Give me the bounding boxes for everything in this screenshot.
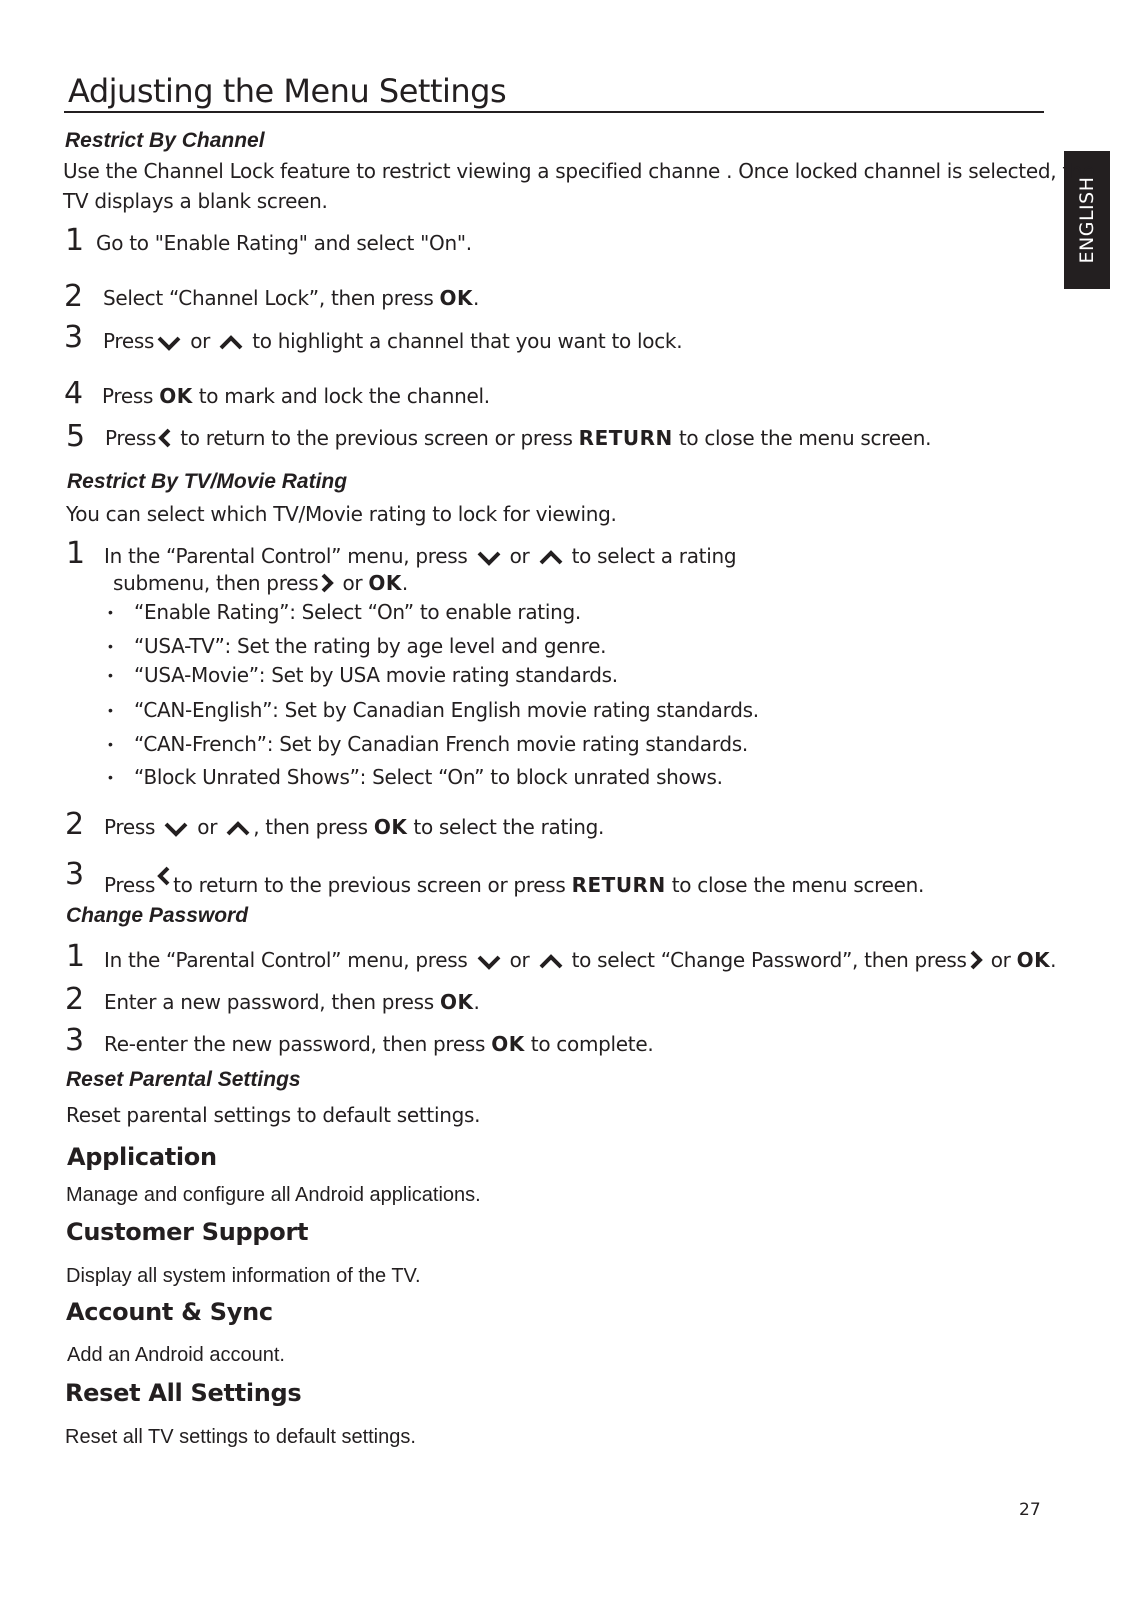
page-number: 27 (1019, 1500, 1041, 1520)
return-key-label: RETURN (578, 426, 673, 450)
password-step-2: Enter a new password, then press OK. (104, 990, 480, 1014)
account-sync-heading: Account & Sync (66, 1298, 273, 1326)
channel-step-2: Select “Channel Lock”, then press OK. (103, 286, 480, 310)
ok-key-label: OK (491, 1032, 525, 1056)
channel-step-3: Press or to highlight a channel that you want to lock. (103, 329, 683, 353)
step-number: 4 (64, 376, 84, 411)
rating-bullet-can-french: “CAN-French”: Set by Canadian French movie rating standards. (134, 732, 748, 756)
bullet-icon: • (108, 638, 113, 654)
password-step-1: In the “Parental Control” menu, press or to select “Change Password”, then press or OK. (104, 948, 1057, 972)
rating-step-1-line-2: submenu, then press or OK. (113, 571, 408, 595)
step-number: 3 (65, 1023, 85, 1058)
rating-bullet-enable-rating: “Enable Rating”: Select “On” to enable rating. (134, 600, 581, 624)
bullet-icon: • (108, 604, 113, 620)
down-arrow-icon (476, 550, 502, 566)
ok-key-label: OK (368, 571, 402, 595)
account-sync-text: Add an Android account. (67, 1344, 285, 1366)
change-password-heading: Change Password (66, 904, 249, 927)
step-number: 2 (65, 982, 85, 1017)
restrict-by-rating-heading: Restrict By TV/Movie Rating (67, 470, 348, 493)
up-arrow-icon (225, 821, 251, 837)
channel-intro-line-2: TV displays a blank screen. (63, 189, 328, 213)
reset-all-heading: Reset All Settings (65, 1379, 302, 1407)
application-heading: Application (67, 1143, 217, 1171)
step-number: 3 (64, 320, 84, 355)
bullet-icon: • (108, 667, 113, 683)
ok-key-label: OK (373, 815, 408, 839)
down-arrow-icon (163, 821, 189, 837)
reset-parental-text: Reset parental settings to default settings. (66, 1103, 481, 1127)
step-number: 5 (66, 419, 86, 454)
bullet-icon: • (108, 702, 113, 718)
bullet-icon: • (108, 736, 113, 752)
customer-support-text: Display all system information of the TV. (66, 1265, 421, 1287)
ok-key-label: OK (1016, 948, 1051, 972)
channel-step-1: Go to "Enable Rating" and select "On". (96, 231, 472, 255)
left-arrow-icon (158, 428, 172, 448)
reset-all-text: Reset all TV settings to default settings. (65, 1426, 416, 1448)
title-divider (64, 111, 1044, 113)
rating-step-3: Press to return to the previous screen or press RETURN to close the menu screen. (104, 866, 924, 897)
step-number: 1 (65, 223, 85, 258)
application-text: Manage and configure all Android applications. (66, 1184, 481, 1206)
step-number: 1 (66, 939, 86, 974)
up-arrow-icon (538, 550, 564, 566)
down-arrow-icon (476, 954, 502, 970)
bullet-icon: • (108, 769, 113, 785)
rating-step-1-line-1: In the “Parental Control” menu, press or to select a rating (104, 544, 737, 568)
ok-key-label: OK (159, 384, 193, 408)
rating-bullet-can-english: “CAN-English”: Set by Canadian English movie rating standards. (134, 698, 759, 722)
left-arrow-icon (157, 866, 171, 886)
rating-intro: You can select which TV/Movie rating to lock for viewing. (66, 502, 617, 526)
channel-step-5: Press to return to the previous screen or press RETURN to close the menu screen. (105, 426, 932, 450)
channel-step-4: Press OK to mark and lock the channel. (102, 384, 490, 408)
right-arrow-icon (320, 573, 334, 593)
rating-step-2: Press or , then press OK to select the rating. (104, 815, 605, 839)
up-arrow-icon (218, 335, 244, 351)
restrict-by-channel-heading: Restrict By Channel (65, 129, 265, 152)
rating-bullet-block-unrated: “Block Unrated Shows”: Select “On” to block unrated shows. (134, 765, 723, 789)
down-arrow-icon (156, 335, 182, 351)
right-arrow-icon (969, 950, 983, 970)
step-number: 3 (65, 857, 85, 892)
up-arrow-icon (538, 954, 564, 970)
customer-support-heading: Customer Support (66, 1218, 309, 1246)
step-number: 1 (66, 536, 86, 571)
channel-intro-line-1: Use the Channel Lock feature to restrict viewing a specified channe . Once locked channel is selected, the (63, 159, 1095, 183)
page-title: Adjusting the Menu Settings (68, 72, 507, 110)
step-number: 2 (65, 807, 85, 842)
ok-key-label: OK (439, 990, 474, 1014)
ok-key-label: OK (439, 286, 473, 310)
password-step-3: Re-enter the new password, then press OK to complete. (104, 1032, 654, 1056)
return-key-label: RETURN (571, 873, 666, 897)
reset-parental-heading: Reset Parental Settings (66, 1068, 301, 1091)
rating-bullet-usa-tv: “USA-TV”: Set the rating by age level and genre. (134, 634, 607, 658)
step-number: 2 (64, 279, 84, 314)
rating-bullet-usa-movie: “USA-Movie”: Set by USA movie rating standards. (134, 663, 618, 687)
language-tab-label: ENGLISH (1076, 176, 1098, 264)
